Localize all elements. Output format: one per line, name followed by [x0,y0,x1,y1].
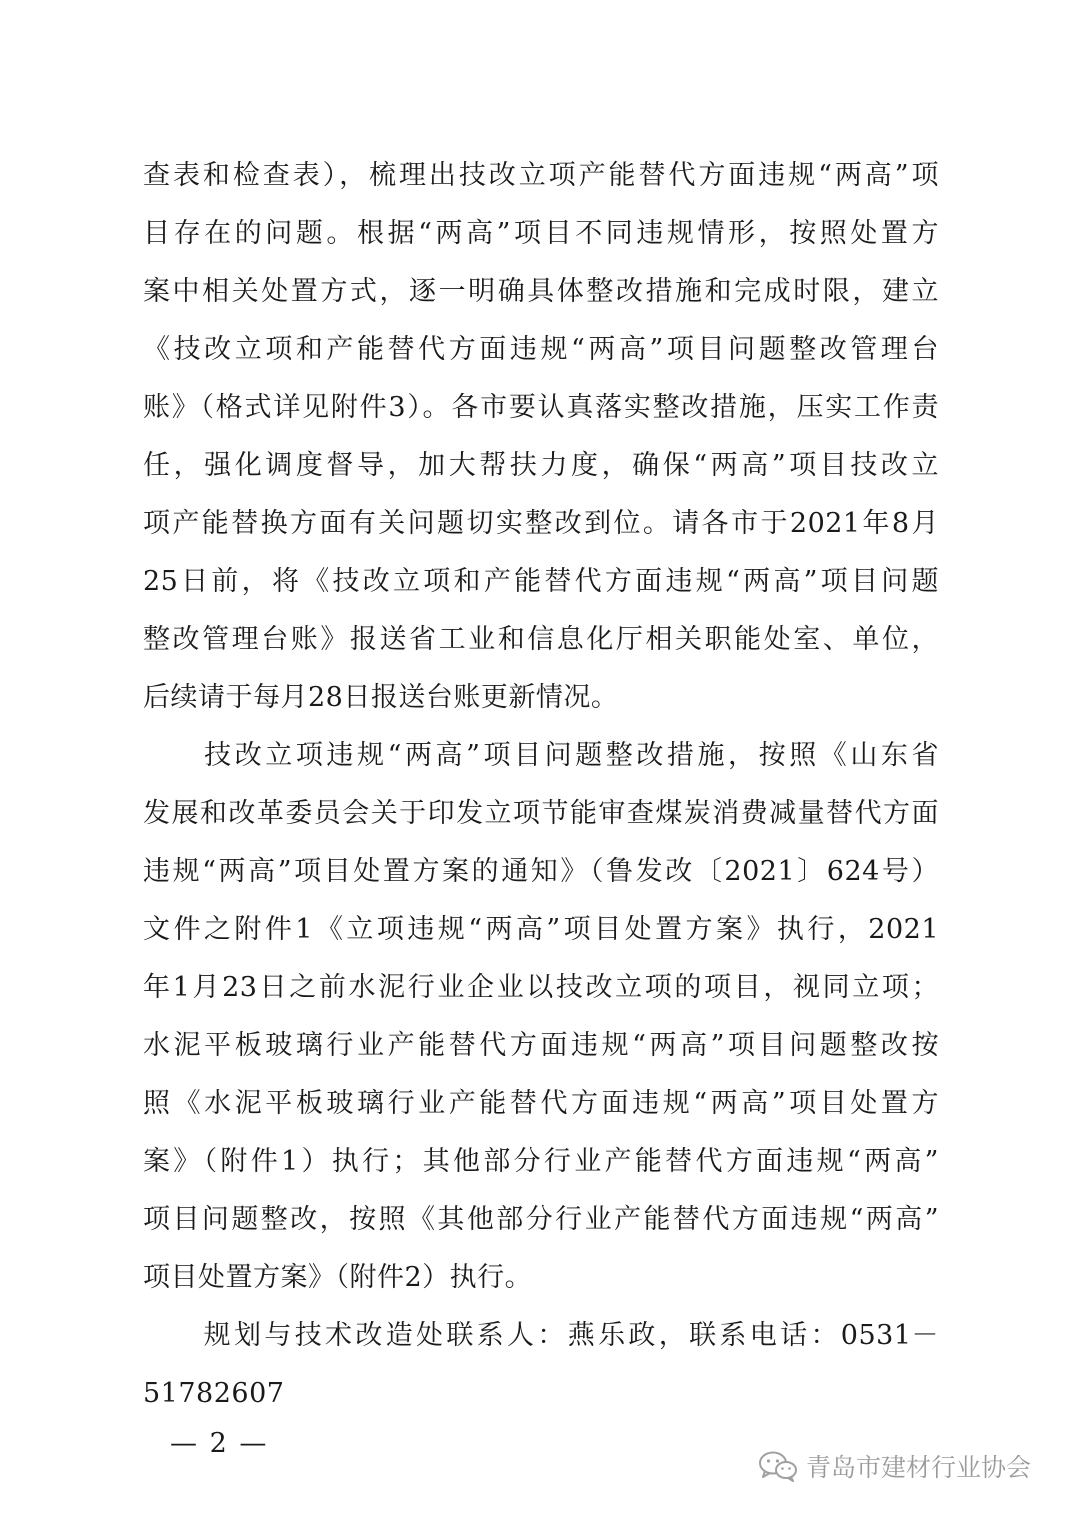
text-line: 项目问题整改，按照《其他部分行业产能替代方面违规“两高” [143,1204,939,1235]
watermark-text: 青岛市建材行业协会 [806,1453,1032,1482]
text-line: 案》（附件1）执行；其他部分行业产能替代方面违规“两高” [143,1146,939,1177]
text-line: 发展和改革委员会关于印发立项节能审查煤炭消费减量替代方面 [143,798,939,829]
text-line: 文件之附件1《立项违规“两高”项目处置方案》执行，2021 [143,914,939,945]
text-line: 项目处置方案》（附件2）执行。 [143,1262,533,1293]
text-line: 查表和检查表），梳理出技改立项产能替代方面违规“两高”项 [143,160,939,191]
text-line: 照《水泥平板玻璃行业产能替代方面违规“两高”项目处置方 [143,1088,939,1119]
text-line: 后续请于每月28日报送台账更新情况。 [143,682,619,713]
text-line: 年1月23日之前水泥行业企业以技改立项的项目，视同立项； [143,972,939,1003]
text-line: 25日前，将《技改立项和产能替代方面违规“两高”项目问题 [143,566,939,597]
text-line: 规划与技术改造处联系人：燕乐政，联系电话：0531－ [143,1320,939,1351]
text-line: 项产能替换方面有关问题切实整改到位。请各市于2021年8月 [143,508,939,539]
watermark [758,1448,1031,1484]
text-line: 目存在的问题。根据“两高”项目不同违规情形，按照处置方 [143,218,939,249]
text-line: 《技改立项和产能替代方面违规“两高”项目问题整改管理台 [143,334,939,365]
text-line: 整改管理台账》报送省工业和信息化厅相关职能处室、单位， [143,624,939,655]
text-line: 账》（格式详见附件3）。各市要认真落实整改措施，压实工作责 [143,392,939,423]
text-line: 技改立项违规“两高”项目问题整改措施，按照《山东省 [143,740,939,771]
wechat-icon [758,1450,798,1482]
text-line: 案中相关处置方式，逐一明确具体整改措施和完成时限，建立 [143,276,939,307]
text-line: 水泥平板玻璃行业产能替代方面违规“两高”项目问题整改按 [143,1030,939,1061]
page-number: — 2 — [170,1428,269,1459]
text-line: 任，强化调度督导，加大帮扶力度，确保“两高”项目技改立 [143,450,939,481]
text-line: 违规“两高”项目处置方案的通知》（鲁发改〔2021〕624号） [143,856,939,887]
text-line: 51782607 [143,1378,285,1409]
